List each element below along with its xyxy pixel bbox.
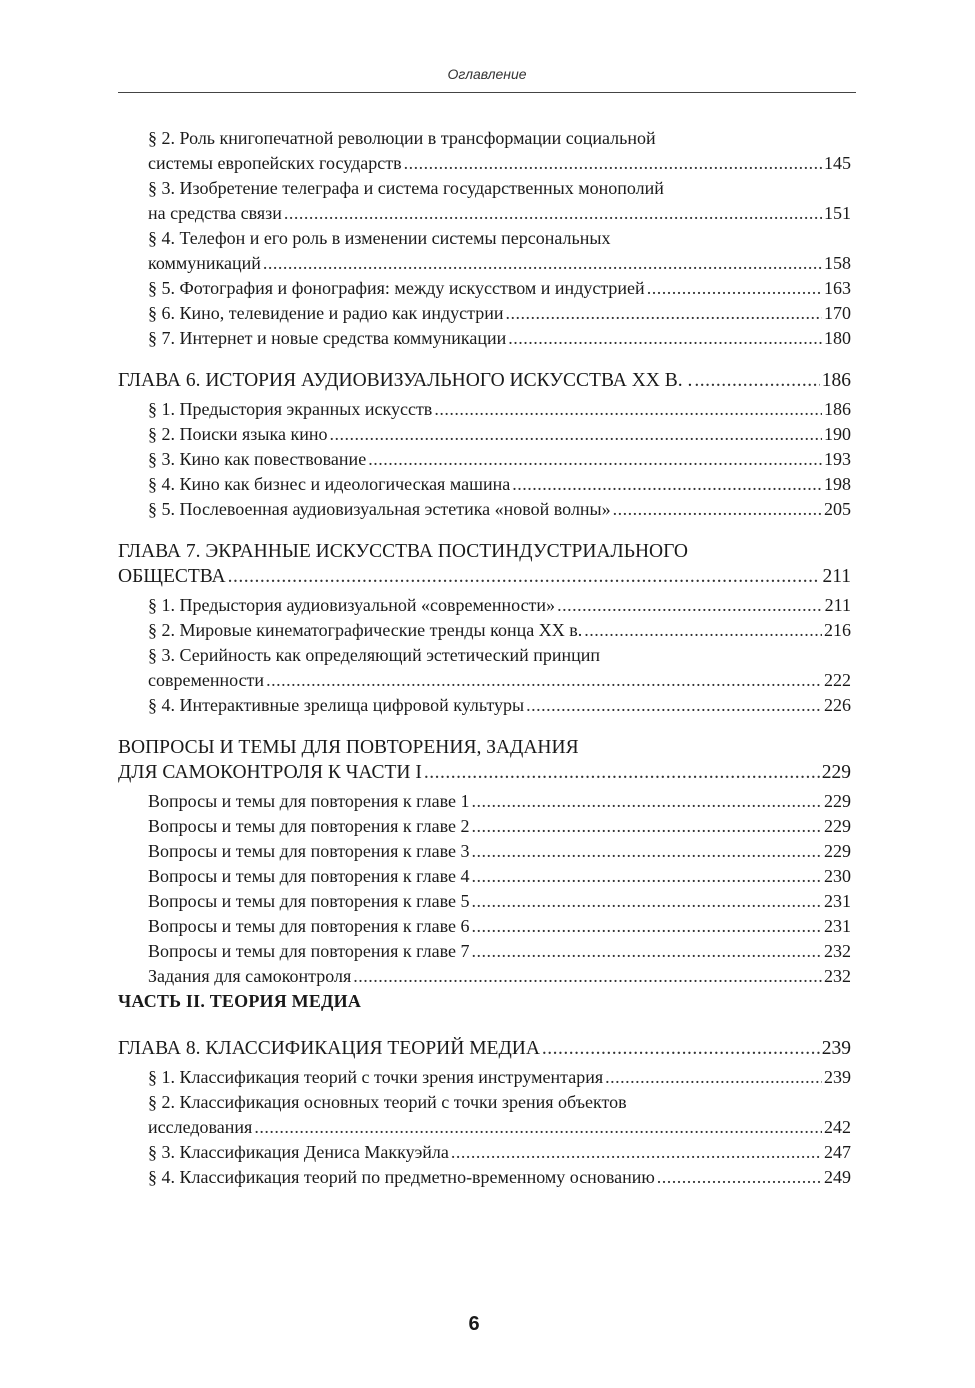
- toc-page-number: 242: [824, 1117, 851, 1137]
- toc-page-number: 231: [824, 891, 851, 911]
- toc-entry-last-line: [118, 564, 851, 589]
- toc-page-number: 193: [824, 449, 851, 469]
- toc-entry-title-line: § 2. Классификация основных теорий с точки зрения объектов: [148, 1092, 627, 1112]
- toc-entry-title-line: § 4. Телефон и его роль в изменении системы персональных: [148, 228, 611, 248]
- toc-entry-title: современности: [148, 670, 265, 690]
- toc-entry-last-line: [118, 368, 851, 393]
- toc-page-number: 229: [824, 791, 851, 811]
- toc-chapter-entry[interactable]: [118, 539, 851, 589]
- toc-section-entry[interactable]: [148, 643, 851, 693]
- toc-entry-title: ГЛАВА 6. ИСТОРИЯ АУДИОВИЗУАЛЬНОГО ИСКУССТВА XX В. .: [118, 370, 693, 391]
- toc-page-number: 151: [824, 203, 851, 223]
- toc-entry-last-line: [148, 301, 851, 326]
- toc-entry-last-line: [148, 397, 851, 422]
- dot-leader: [471, 789, 822, 814]
- toc-section-entry[interactable]: [148, 276, 851, 301]
- toc-page-number: 247: [824, 1142, 851, 1162]
- toc-entry-title: Вопросы и темы для повторения к главе 7: [148, 941, 470, 961]
- toc-entry-last-line: [148, 789, 851, 814]
- toc-entry-last-line: [148, 964, 851, 989]
- toc-chapter-entry[interactable]: [118, 368, 851, 393]
- toc-section-entry[interactable]: [148, 814, 851, 839]
- part-title: ЧАСТЬ II. ТЕОРИЯ МЕДИА: [118, 991, 362, 1011]
- toc-entry-last-line: [148, 839, 851, 864]
- toc-entry-last-line: [148, 1140, 851, 1165]
- dot-leader: [506, 301, 822, 326]
- toc-section-entry[interactable]: [148, 326, 851, 351]
- toc-entry-last-line: [148, 1115, 851, 1140]
- dot-leader: [613, 497, 822, 522]
- toc-section-entry[interactable]: [148, 397, 851, 422]
- toc-entry-last-line: [148, 618, 851, 643]
- toc-page-number: 158: [824, 253, 851, 273]
- toc-entry-title: Вопросы и темы для повторения к главе 1: [148, 791, 470, 811]
- toc-entry-title: § 3. Кино как повествование: [148, 449, 367, 469]
- dot-leader: [512, 472, 822, 497]
- toc-section-entry[interactable]: [148, 864, 851, 889]
- dot-leader: [557, 593, 823, 618]
- toc-page-number: 198: [824, 474, 851, 494]
- toc-entry-title: § 5. Фотография и фонография: между искусством и индустрией: [148, 278, 645, 298]
- toc-chapter-entry[interactable]: [118, 735, 851, 785]
- toc-page-number: 186: [821, 370, 851, 391]
- toc-entry-title: исследования: [148, 1117, 253, 1137]
- toc-entry-title: § 5. Послевоенная аудиовизуальная эстетика «новой волны»: [148, 499, 611, 519]
- dot-leader: [647, 276, 822, 301]
- dot-leader: [263, 251, 822, 276]
- dot-leader: [694, 368, 819, 393]
- toc-section-entry[interactable]: [148, 839, 851, 864]
- dot-leader: [584, 618, 822, 643]
- toc-entry-title: Вопросы и темы для повторения к главе 3: [148, 841, 470, 861]
- toc-section-entry[interactable]: [148, 447, 851, 472]
- dot-leader: [508, 326, 822, 351]
- toc-entry-title: Вопросы и темы для повторения к главе 5: [148, 891, 470, 911]
- toc-entry-last-line: [148, 422, 851, 447]
- dot-leader: [605, 1065, 822, 1090]
- toc-entry-title: Вопросы и темы для повторения к главе 4: [148, 866, 470, 886]
- toc-page-number: 239: [824, 1067, 851, 1087]
- toc-entry-title-line: § 3. Изобретение телеграфа и система государственных монополий: [148, 178, 664, 198]
- toc-page-number: 231: [824, 916, 851, 936]
- toc-entry-title: на средства связи: [148, 203, 282, 223]
- toc-section-entry[interactable]: [148, 693, 851, 718]
- toc-entry-title: ОБЩЕСТВА: [118, 566, 226, 587]
- toc-page-number: 186: [824, 399, 851, 419]
- toc-section-entry[interactable]: [148, 226, 851, 276]
- running-head: Оглавление: [447, 66, 527, 82]
- toc-entry-last-line: [148, 1065, 851, 1090]
- toc-page-number: 222: [824, 670, 851, 690]
- toc-entry-title: ГЛАВА 8. КЛАССИФИКАЦИЯ ТЕОРИЙ МЕДИА: [118, 1038, 540, 1059]
- toc-entry-last-line: [148, 447, 851, 472]
- toc-entry-last-line: [148, 472, 851, 497]
- dot-leader: [368, 447, 822, 472]
- toc-section-entry[interactable]: [148, 472, 851, 497]
- toc-section-entry[interactable]: [148, 1140, 851, 1165]
- toc-section-entry[interactable]: [148, 939, 851, 964]
- toc-entry-last-line: [148, 251, 851, 276]
- toc-entry-title: § 4. Классификация теорий по предметно-временному основанию: [148, 1167, 655, 1187]
- toc-entry-last-line: [148, 668, 851, 693]
- toc-page-number: 180: [824, 328, 851, 348]
- toc-section-entry[interactable]: [148, 889, 851, 914]
- toc-page-number: 229: [824, 816, 851, 836]
- toc-entry-title: § 2. Мировые кинематографические тренды конца XX в.: [148, 620, 583, 640]
- toc-entry-title: Вопросы и темы для повторения к главе 2: [148, 816, 470, 836]
- toc-entry-last-line: [118, 1036, 851, 1061]
- toc-section-entry[interactable]: [148, 618, 851, 643]
- toc-page-number: 145: [824, 153, 851, 173]
- toc-section-entry[interactable]: [148, 497, 851, 522]
- toc-entry-title-line: ВОПРОСЫ И ТЕМЫ ДЛЯ ПОВТОРЕНИЯ, ЗАДАНИЯ: [118, 737, 579, 758]
- dot-leader: [451, 1140, 822, 1165]
- toc-section-entry[interactable]: [148, 593, 851, 618]
- dot-leader: [228, 564, 821, 589]
- toc-page-number: 229: [824, 841, 851, 861]
- toc-chapter-entry[interactable]: [118, 1036, 851, 1061]
- page-number: 6: [468, 1313, 480, 1335]
- dot-leader: [526, 693, 822, 718]
- dot-leader: [404, 151, 822, 176]
- toc-page-number: 230: [824, 866, 851, 886]
- toc-page-number: 170: [824, 303, 851, 323]
- toc-entry-title: ДЛЯ САМОКОНТРОЛЯ К ЧАСТИ I: [118, 762, 422, 783]
- toc-entry-title: системы европейских государств: [148, 153, 402, 173]
- toc-page-number: 232: [824, 941, 851, 961]
- toc-entry-last-line: [148, 1165, 851, 1190]
- toc-page-number: 226: [824, 695, 851, 715]
- toc-page-number: 232: [824, 966, 851, 986]
- toc-entry-last-line: [148, 201, 851, 226]
- toc-entry-last-line: [148, 939, 851, 964]
- toc-entry-last-line: [148, 497, 851, 522]
- toc-entry-title-line: ГЛАВА 7. ЭКРАННЫЕ ИСКУССТВА ПОСТИНДУСТРИАЛЬНОГО: [118, 541, 689, 562]
- toc-section-entry[interactable]: [148, 1090, 851, 1140]
- toc-entry-title: коммуникаций: [148, 253, 261, 273]
- dot-leader: [434, 397, 822, 422]
- toc-section-entry[interactable]: [148, 789, 851, 814]
- toc-section-entry[interactable]: [148, 126, 851, 176]
- toc-page-number: 163: [824, 278, 851, 298]
- toc-section-entry[interactable]: [148, 1065, 851, 1090]
- toc-page-number: 229: [821, 762, 851, 783]
- toc-section-entry[interactable]: [148, 176, 851, 226]
- toc-entry-title: Задания для самоконтроля: [148, 966, 352, 986]
- toc-page-number: 239: [821, 1038, 851, 1059]
- dot-leader: [471, 814, 822, 839]
- toc-entry-last-line: [148, 914, 851, 939]
- toc-section-entry[interactable]: [148, 422, 851, 447]
- dot-leader: [353, 964, 822, 989]
- toc-section-entry[interactable]: [148, 301, 851, 326]
- dot-leader: [424, 760, 820, 785]
- dot-leader: [657, 1165, 822, 1190]
- dot-leader: [471, 889, 822, 914]
- toc-page-number: 205: [824, 499, 851, 519]
- toc-section-entry[interactable]: [148, 964, 851, 989]
- toc-entry-title: Вопросы и темы для повторения к главе 6: [148, 916, 470, 936]
- toc-section-entry[interactable]: [148, 1165, 851, 1190]
- toc-entry-last-line: [118, 760, 851, 785]
- dot-leader: [542, 1036, 820, 1061]
- toc-entry-title: § 3. Классификация Дениса Маккуэйла: [148, 1142, 449, 1162]
- toc-page-number: 249: [824, 1167, 851, 1187]
- toc-entry-last-line: [148, 326, 851, 351]
- toc-entry-last-line: [148, 151, 851, 176]
- toc-entry-title: § 1. Классификация теорий с точки зрения инструментария: [148, 1067, 604, 1087]
- toc-entry-last-line: [148, 814, 851, 839]
- toc-entry-last-line: [148, 593, 851, 618]
- dot-leader: [329, 422, 822, 447]
- dot-leader: [471, 839, 822, 864]
- toc-entry-title: § 4. Интерактивные зрелища цифровой культуры: [148, 695, 525, 715]
- dot-leader: [254, 1115, 822, 1140]
- toc-entry-last-line: [148, 864, 851, 889]
- toc-entry-title: § 2. Поиски языка кино: [148, 424, 328, 444]
- toc-entry-last-line: [148, 693, 851, 718]
- toc-page-number: 211: [824, 595, 851, 615]
- table-of-contents: [118, 126, 851, 1190]
- toc-entry-title-line: § 2. Роль книгопечатной революции в трансформации социальной: [148, 128, 656, 148]
- toc-page-number: 216: [824, 620, 851, 640]
- toc-entry-last-line: [148, 889, 851, 914]
- toc-entry-title: § 7. Интернет и новые средства коммуникации: [148, 328, 507, 348]
- toc-entry-title-line: § 3. Серийность как определяющий эстетический принцип: [148, 645, 601, 665]
- toc-entry-last-line: [148, 276, 851, 301]
- dot-leader: [266, 668, 822, 693]
- toc-entry-title: § 1. Предыстория аудиовизуальной «современности»: [148, 595, 556, 615]
- dot-leader: [471, 864, 822, 889]
- dot-leader: [284, 201, 822, 226]
- dot-leader: [471, 939, 822, 964]
- toc-entry-title: § 4. Кино как бизнес и идеологическая машина: [148, 474, 511, 494]
- toc-entry-title: § 6. Кино, телевидение и радио как индустрии: [148, 303, 504, 323]
- toc-section-entry[interactable]: [148, 914, 851, 939]
- toc-entry-title: § 1. Предыстория экранных искусств: [148, 399, 433, 419]
- toc-page-number: 211: [822, 566, 851, 587]
- header-rule: [118, 92, 856, 93]
- dot-leader: [471, 914, 822, 939]
- toc-page-number: 190: [824, 424, 851, 444]
